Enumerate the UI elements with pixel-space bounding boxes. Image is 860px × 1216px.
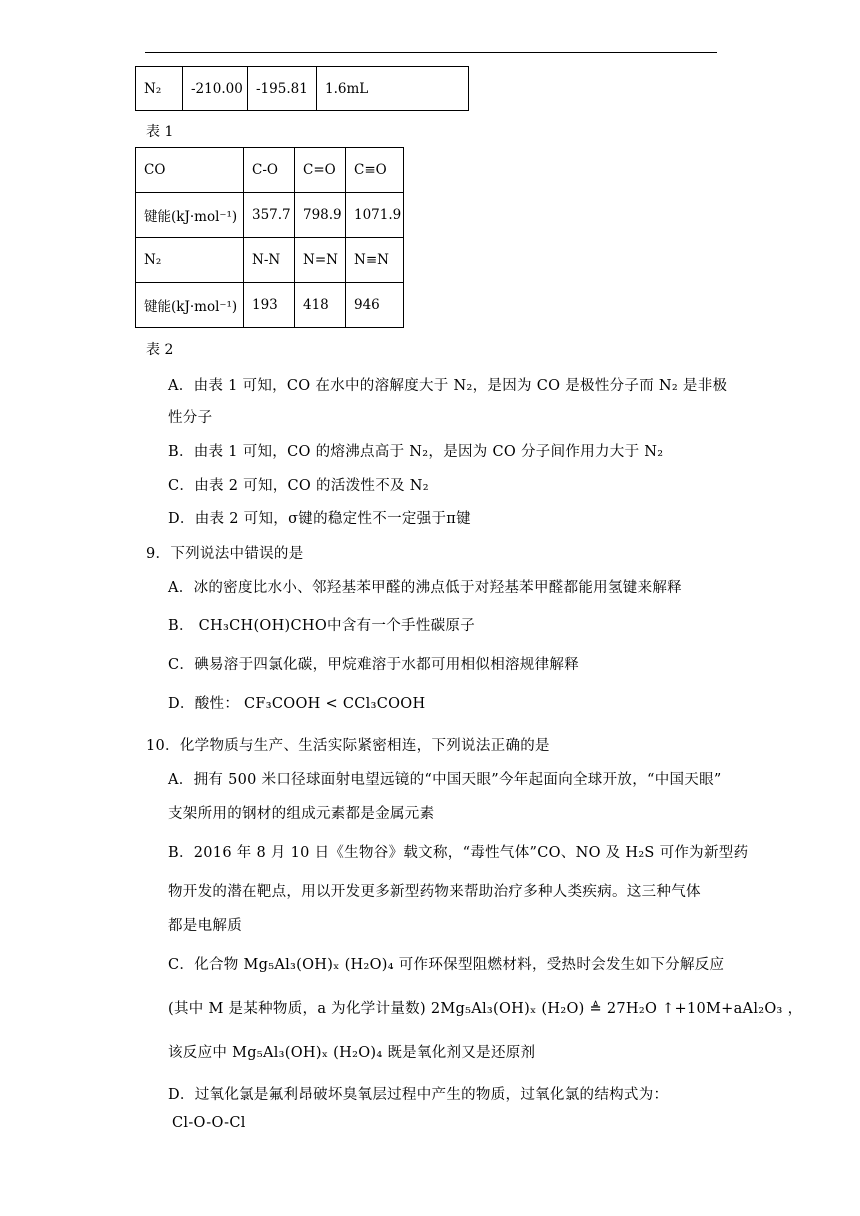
table-cell: N≡N <box>346 238 404 283</box>
table-cell: 1.6mL <box>317 67 469 111</box>
option-a-line1: A．拥有 500 米口径球面射电望远镜的“中国天眼”今年起面向全球开放，“中国天眼” <box>168 772 722 788</box>
option-a-line1: A．由表 1 可知，CO 在水中的溶解度大于 N₂，是因为 CO 是极性分子而 N₂ 是非极 <box>168 378 728 394</box>
bond-energy-table <box>135 147 404 328</box>
option-c-line3: 该反应中 Mg₅Al₃(OH)ₓ (H₂O)₄ 既是氧化剂又是还原剂 <box>168 1045 536 1061</box>
option-c: C．碘易溶于四氯化碳，甲烷难溶于水都可用相似相溶规律解释 <box>168 657 579 673</box>
option-a-line2: 性分子 <box>168 410 213 426</box>
table-cell: 946 <box>346 283 404 328</box>
table-cell: N₂ <box>136 238 244 283</box>
table-cell: 键能(kJ·mol⁻¹) <box>136 193 244 238</box>
option-b-line2: 物开发的潜在靶点，用以开发更多新型药物来帮助治疗多种人类疾病。这三种气体 <box>168 884 701 900</box>
option-b: B． CH₃CH(OH)CHO中含有一个手性碳原子 <box>168 618 476 634</box>
option-c-line1: C．化合物 Mg₅Al₃(OH)ₓ (H₂O)₄ 可作环保型阻燃材料，受热时会发生如下分解反应 <box>168 957 725 973</box>
option-b-line3: 都是电解质 <box>168 918 242 934</box>
option-a-line2: 支架所用的钢材的组成元素都是金属元素 <box>168 806 435 822</box>
table-cell: 193 <box>244 283 295 328</box>
table-cell: -210.00 <box>183 67 248 111</box>
table-cell: N=N <box>295 238 346 283</box>
header-rule <box>145 52 717 53</box>
question-10-stem: 10．化学物质与生产、生活实际紧密相连，下列说法正确的是 <box>146 738 550 754</box>
option-a: A．冰的密度比水小、邻羟基苯甲醛的沸点低于对羟基苯甲醛都能用氢键来解释 <box>168 580 682 596</box>
option-b-line1: B．2016 年 8 月 10 日《生物谷》载文称，“毒性气体”CO、NO 及 H₂S 可作为新型药 <box>168 845 749 861</box>
table-cell: N₂ <box>136 67 183 111</box>
table-cell: -195.81 <box>248 67 317 111</box>
option-d-line1: D．过氧化氯是氟利昂破坏臭氧层过程中产生的物质，过氧化氯的结构式为： <box>168 1087 669 1103</box>
table-cell: C-O <box>244 148 295 193</box>
table-cell: C=O <box>295 148 346 193</box>
table-cell: 798.9 <box>295 193 346 238</box>
table-cell: N-N <box>244 238 295 283</box>
table-cell: 1071.9 <box>346 193 404 238</box>
table-caption: 表 1 <box>146 124 174 140</box>
option-b: B．由表 1 可知，CO 的熔沸点高于 N₂，是因为 CO 分子间作用力大于 N₂ <box>168 444 664 460</box>
question-9-stem: 9．下列说法中错误的是 <box>146 546 304 562</box>
table-cell: 键能(kJ·mol⁻¹) <box>136 283 244 328</box>
table-caption: 表 2 <box>146 342 174 358</box>
table-cell: 357.7 <box>244 193 295 238</box>
table-cell: CO <box>136 148 244 193</box>
table-cell: C≡O <box>346 148 404 193</box>
option-d: D．酸性： CF₃COOH < CCl₃COOH <box>168 696 426 712</box>
table-top-fragment <box>135 66 469 111</box>
table-cell: 418 <box>295 283 346 328</box>
option-d: D．由表 2 可知，σ键的稳定性不一定强于π键 <box>168 511 471 527</box>
option-d-line2: Cl-O-O-Cl <box>172 1115 246 1131</box>
option-c: C．由表 2 可知，CO 的活泼性不及 N₂ <box>168 478 429 494</box>
option-c-line2: (其中 M 是某种物质，a 为化学计量数) 2Mg₅Al₃(OH)ₓ (H₂O) ≜ 27H₂O ↑+10M+aAl₂O₃ ， <box>168 1001 803 1017</box>
